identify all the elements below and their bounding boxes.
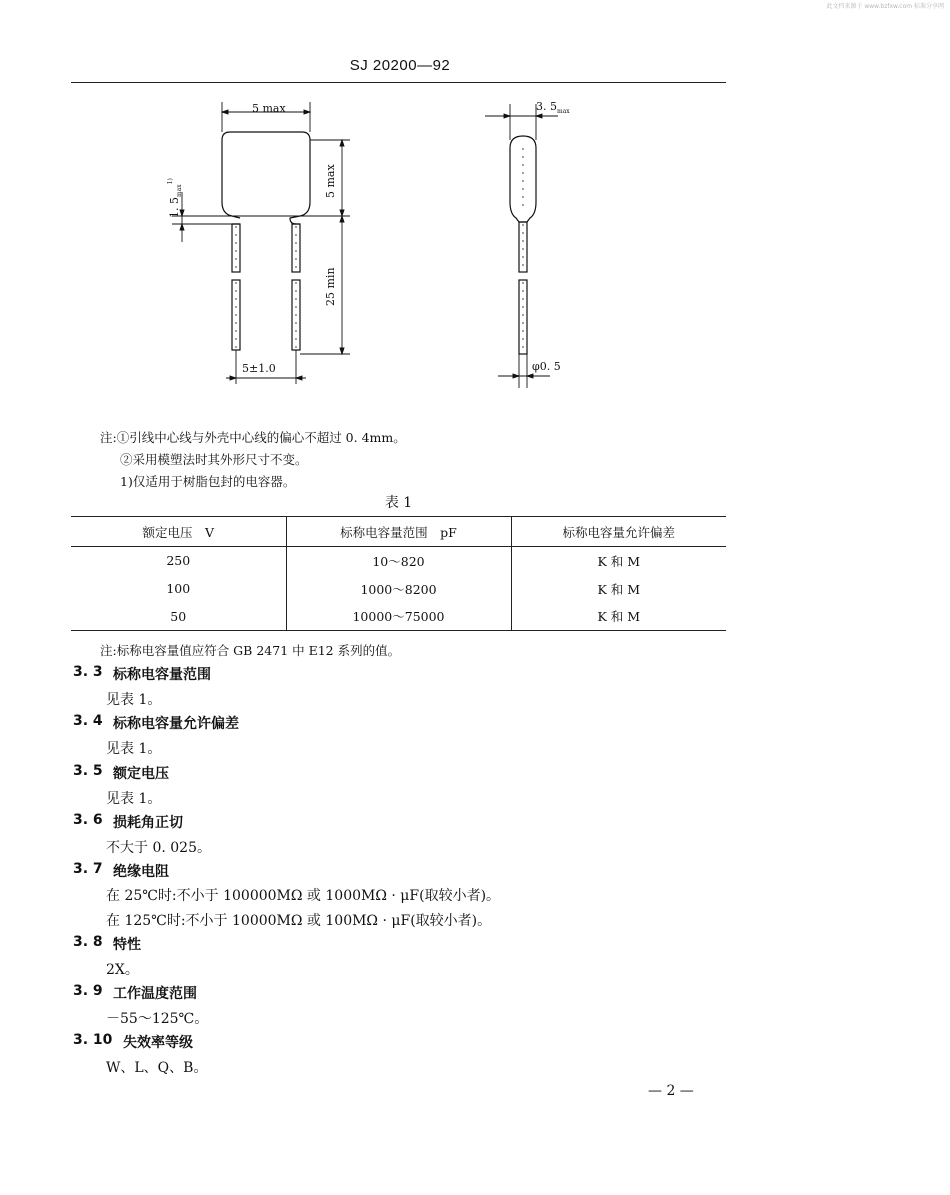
section-title: 额定电压 [113, 766, 169, 782]
source-watermark: 此文档来源于 www.bzfxw.com 标准分享网 [826, 3, 944, 10]
dim-width-label: 5 max [252, 102, 286, 115]
header-rated-voltage: 额定电压 V [71, 517, 286, 547]
section-body: 2X。 [106, 962, 139, 978]
section-number: 3. 8 [73, 934, 103, 950]
section-number: 3. 9 [73, 983, 103, 999]
dim-side-width-main: 3. 5 [536, 100, 557, 113]
section-title: 标称电容量范围 [113, 667, 211, 683]
front-body [222, 132, 310, 224]
dim-shoulder-sub: max [176, 184, 183, 197]
section-title: 特性 [113, 937, 141, 953]
header-rule [71, 82, 726, 83]
table-row [71, 547, 726, 575]
section-title: 损耗角正切 [113, 815, 183, 831]
dim-shoulder-sup: 1) [167, 178, 174, 185]
cell-voltage: 50 [71, 603, 286, 631]
cell-tolerance: K 和 M [511, 575, 726, 603]
front-right-lead [292, 224, 300, 350]
dim-side-width-sub: max [557, 108, 570, 115]
section-number: 3. 7 [73, 861, 103, 877]
cell-range: 1000～8200 [286, 575, 511, 603]
section-body: 见表 1。 [106, 692, 162, 708]
standard-code: SJ 20200—92 [349, 57, 451, 74]
header-tolerance: 标称电容量允许偏差 [511, 517, 726, 547]
dim-lead-spacing-label: 5±1.0 [242, 362, 276, 375]
section-title: 标称电容量允许偏差 [113, 716, 239, 732]
dim-height-label: 5 max [324, 164, 337, 198]
svg-text:1. 5max1) [167, 178, 183, 218]
table-header-row [71, 517, 726, 547]
note-eccentricity: 注:①引线中心线与外壳中心线的偏心不超过 0. 4mm。 [100, 430, 406, 445]
cell-voltage: 100 [166, 581, 191, 596]
section-body: W、L、Q、B。 [106, 1060, 208, 1076]
section-number: 3. 10 [73, 1032, 113, 1048]
table-caption: 表 1 [384, 495, 413, 511]
section-body: 见表 1。 [106, 741, 162, 757]
table-row [71, 575, 726, 603]
table-note: 注:标称电容量值应符合 GB 2471 中 E12 系列的值。 [100, 643, 401, 658]
page-number: — 2 — [648, 1083, 694, 1099]
dim-lead-length-label: 25 min [324, 267, 337, 306]
note-resin: 1)仅适用于树脂包封的电容器。 [120, 474, 296, 489]
section-body: 见表 1。 [106, 791, 162, 807]
spec-table [71, 516, 726, 631]
side-lead [519, 222, 527, 354]
section-number: 3. 3 [73, 664, 103, 680]
dim-shoulder-main: 1. 5 [168, 197, 181, 218]
section-body: 在 25℃时:不小于 100000MΩ 或 1000MΩ · μF(取较小者)。 [106, 888, 501, 904]
dim-lead-diameter-label: φ0. 5 [532, 360, 561, 373]
section-title: 工作温度范围 [113, 986, 197, 1002]
capacitor-outline-drawing [150, 92, 610, 392]
cell-range: 10～820 [286, 547, 511, 575]
section-number: 3. 4 [73, 713, 103, 729]
section-number: 3. 6 [73, 812, 103, 828]
cell-tolerance: K 和 M [511, 547, 726, 575]
cell-voltage: 250 [166, 553, 191, 569]
section-body: 在 125℃时:不小于 10000MΩ 或 100MΩ · μF(取较小者)。 [106, 913, 492, 929]
dim-shoulder [172, 192, 232, 242]
section-title: 绝缘电阻 [113, 864, 169, 880]
cell-range: 10000～75000 [286, 603, 511, 631]
section-title: 失效率等级 [123, 1035, 193, 1051]
cell-tolerance: K 和 M [511, 603, 726, 631]
section-body: 不大于 0. 025。 [106, 840, 211, 856]
front-left-lead [232, 224, 240, 350]
svg-text:3. 5max [536, 100, 570, 115]
section-number: 3. 5 [73, 763, 103, 779]
table-row [71, 603, 726, 631]
header-capacitance-range: 标称电容量范围 pF [286, 517, 511, 547]
note-molding: ②采用模塑法时其外形尺寸不变。 [120, 452, 308, 467]
section-body: －55～125℃。 [106, 1011, 209, 1027]
